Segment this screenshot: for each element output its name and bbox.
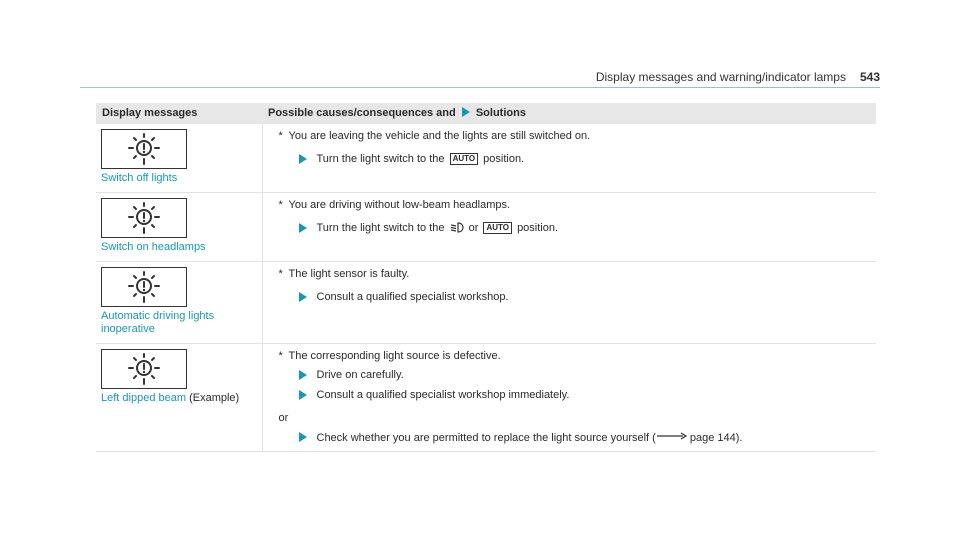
asterisk-marker: * xyxy=(278,199,283,212)
solution-text: Turn the light switch to the xyxy=(316,222,445,235)
message-text: Switch on headlamps xyxy=(101,241,206,254)
col-header-solutions xyxy=(262,103,876,124)
page-header xyxy=(80,70,880,84)
solution-step xyxy=(299,291,877,304)
solution-text: Consult a qualified specialist workshop immediately. xyxy=(316,388,570,401)
message-cell xyxy=(96,344,262,452)
page-reference-arrow-icon xyxy=(657,431,687,444)
table-row xyxy=(96,262,876,344)
message-line-1: Automatic driving lights xyxy=(101,310,215,323)
solution-text: Turn the light switch to the xyxy=(316,153,445,166)
message-text xyxy=(96,389,262,409)
auto-switch-icon: AUTO xyxy=(450,153,479,165)
table-row xyxy=(96,124,876,193)
light-bulb-warning-icon xyxy=(101,349,187,389)
solution-step xyxy=(299,369,877,382)
asterisk-marker: * xyxy=(278,130,283,143)
solution-arrow-icon xyxy=(462,107,470,117)
light-bulb-warning-icon xyxy=(101,267,187,307)
messages-table xyxy=(96,103,876,452)
col-header-prefix: Possible causes/consequences and xyxy=(268,107,456,119)
solution-text-end: position. xyxy=(483,153,525,166)
cause-line xyxy=(279,268,877,281)
page-number: 543 xyxy=(859,70,880,84)
or-label: or xyxy=(278,411,289,424)
solution-arrow-icon xyxy=(299,390,307,400)
cause-text: You are leaving the vehicle and the lights are still switched on. xyxy=(288,130,591,143)
cause-text: You are driving without low-beam headlamps. xyxy=(288,199,511,212)
solution-cell xyxy=(262,262,876,344)
message-line-2: inoperative xyxy=(101,323,155,336)
cause-text: The corresponding light source is defective. xyxy=(288,350,501,363)
auto-switch-icon: AUTO xyxy=(483,222,512,234)
solution-arrow-icon xyxy=(299,292,307,302)
solution-text: Drive on carefully. xyxy=(316,369,404,382)
cause-line xyxy=(279,350,877,363)
table-row xyxy=(96,193,876,262)
asterisk-marker: * xyxy=(278,268,283,281)
message-suffix: (Example) xyxy=(189,392,240,405)
header-rule xyxy=(80,87,880,88)
solution-cell xyxy=(262,124,876,193)
solution-step xyxy=(299,389,877,402)
solution-cell xyxy=(262,193,876,262)
solution-arrow-icon xyxy=(299,154,307,164)
solution-cell xyxy=(262,344,876,452)
message-text xyxy=(96,307,262,340)
message-cell xyxy=(96,124,262,193)
solution-arrow-icon xyxy=(299,370,307,380)
cause-line xyxy=(279,199,877,212)
solution-arrow-icon xyxy=(299,432,307,442)
solution-text-end: ). xyxy=(735,431,743,444)
page-reference-link[interactable]: page 144 xyxy=(689,431,736,444)
solution-arrow-icon xyxy=(299,223,307,233)
header-title: Display messages and warning/indicator lamps xyxy=(595,70,846,84)
message-text: Switch off lights xyxy=(101,172,178,185)
solution-step xyxy=(299,431,877,445)
col-header-messages: Display messages xyxy=(96,103,262,124)
cause-text: The light sensor is faulty. xyxy=(288,268,410,281)
solution-text-or: or xyxy=(468,222,479,235)
cause-line xyxy=(279,130,877,143)
message-cell xyxy=(96,262,262,344)
solution-text-end: position. xyxy=(517,222,559,235)
table-row xyxy=(96,344,876,452)
asterisk-marker: * xyxy=(278,350,283,363)
low-beam-icon xyxy=(450,222,464,237)
light-bulb-warning-icon xyxy=(101,198,187,238)
message-cell xyxy=(96,193,262,262)
solution-step xyxy=(299,222,877,237)
light-bulb-warning-icon xyxy=(101,129,187,169)
solution-text: Check whether you are permitted to replace the light source yourself ( xyxy=(316,431,656,444)
col-header-suffix: Solutions xyxy=(475,107,526,119)
solution-step xyxy=(299,153,877,166)
solution-text: Consult a qualified specialist workshop. xyxy=(316,291,509,304)
message-link: Left dipped beam xyxy=(101,392,187,405)
